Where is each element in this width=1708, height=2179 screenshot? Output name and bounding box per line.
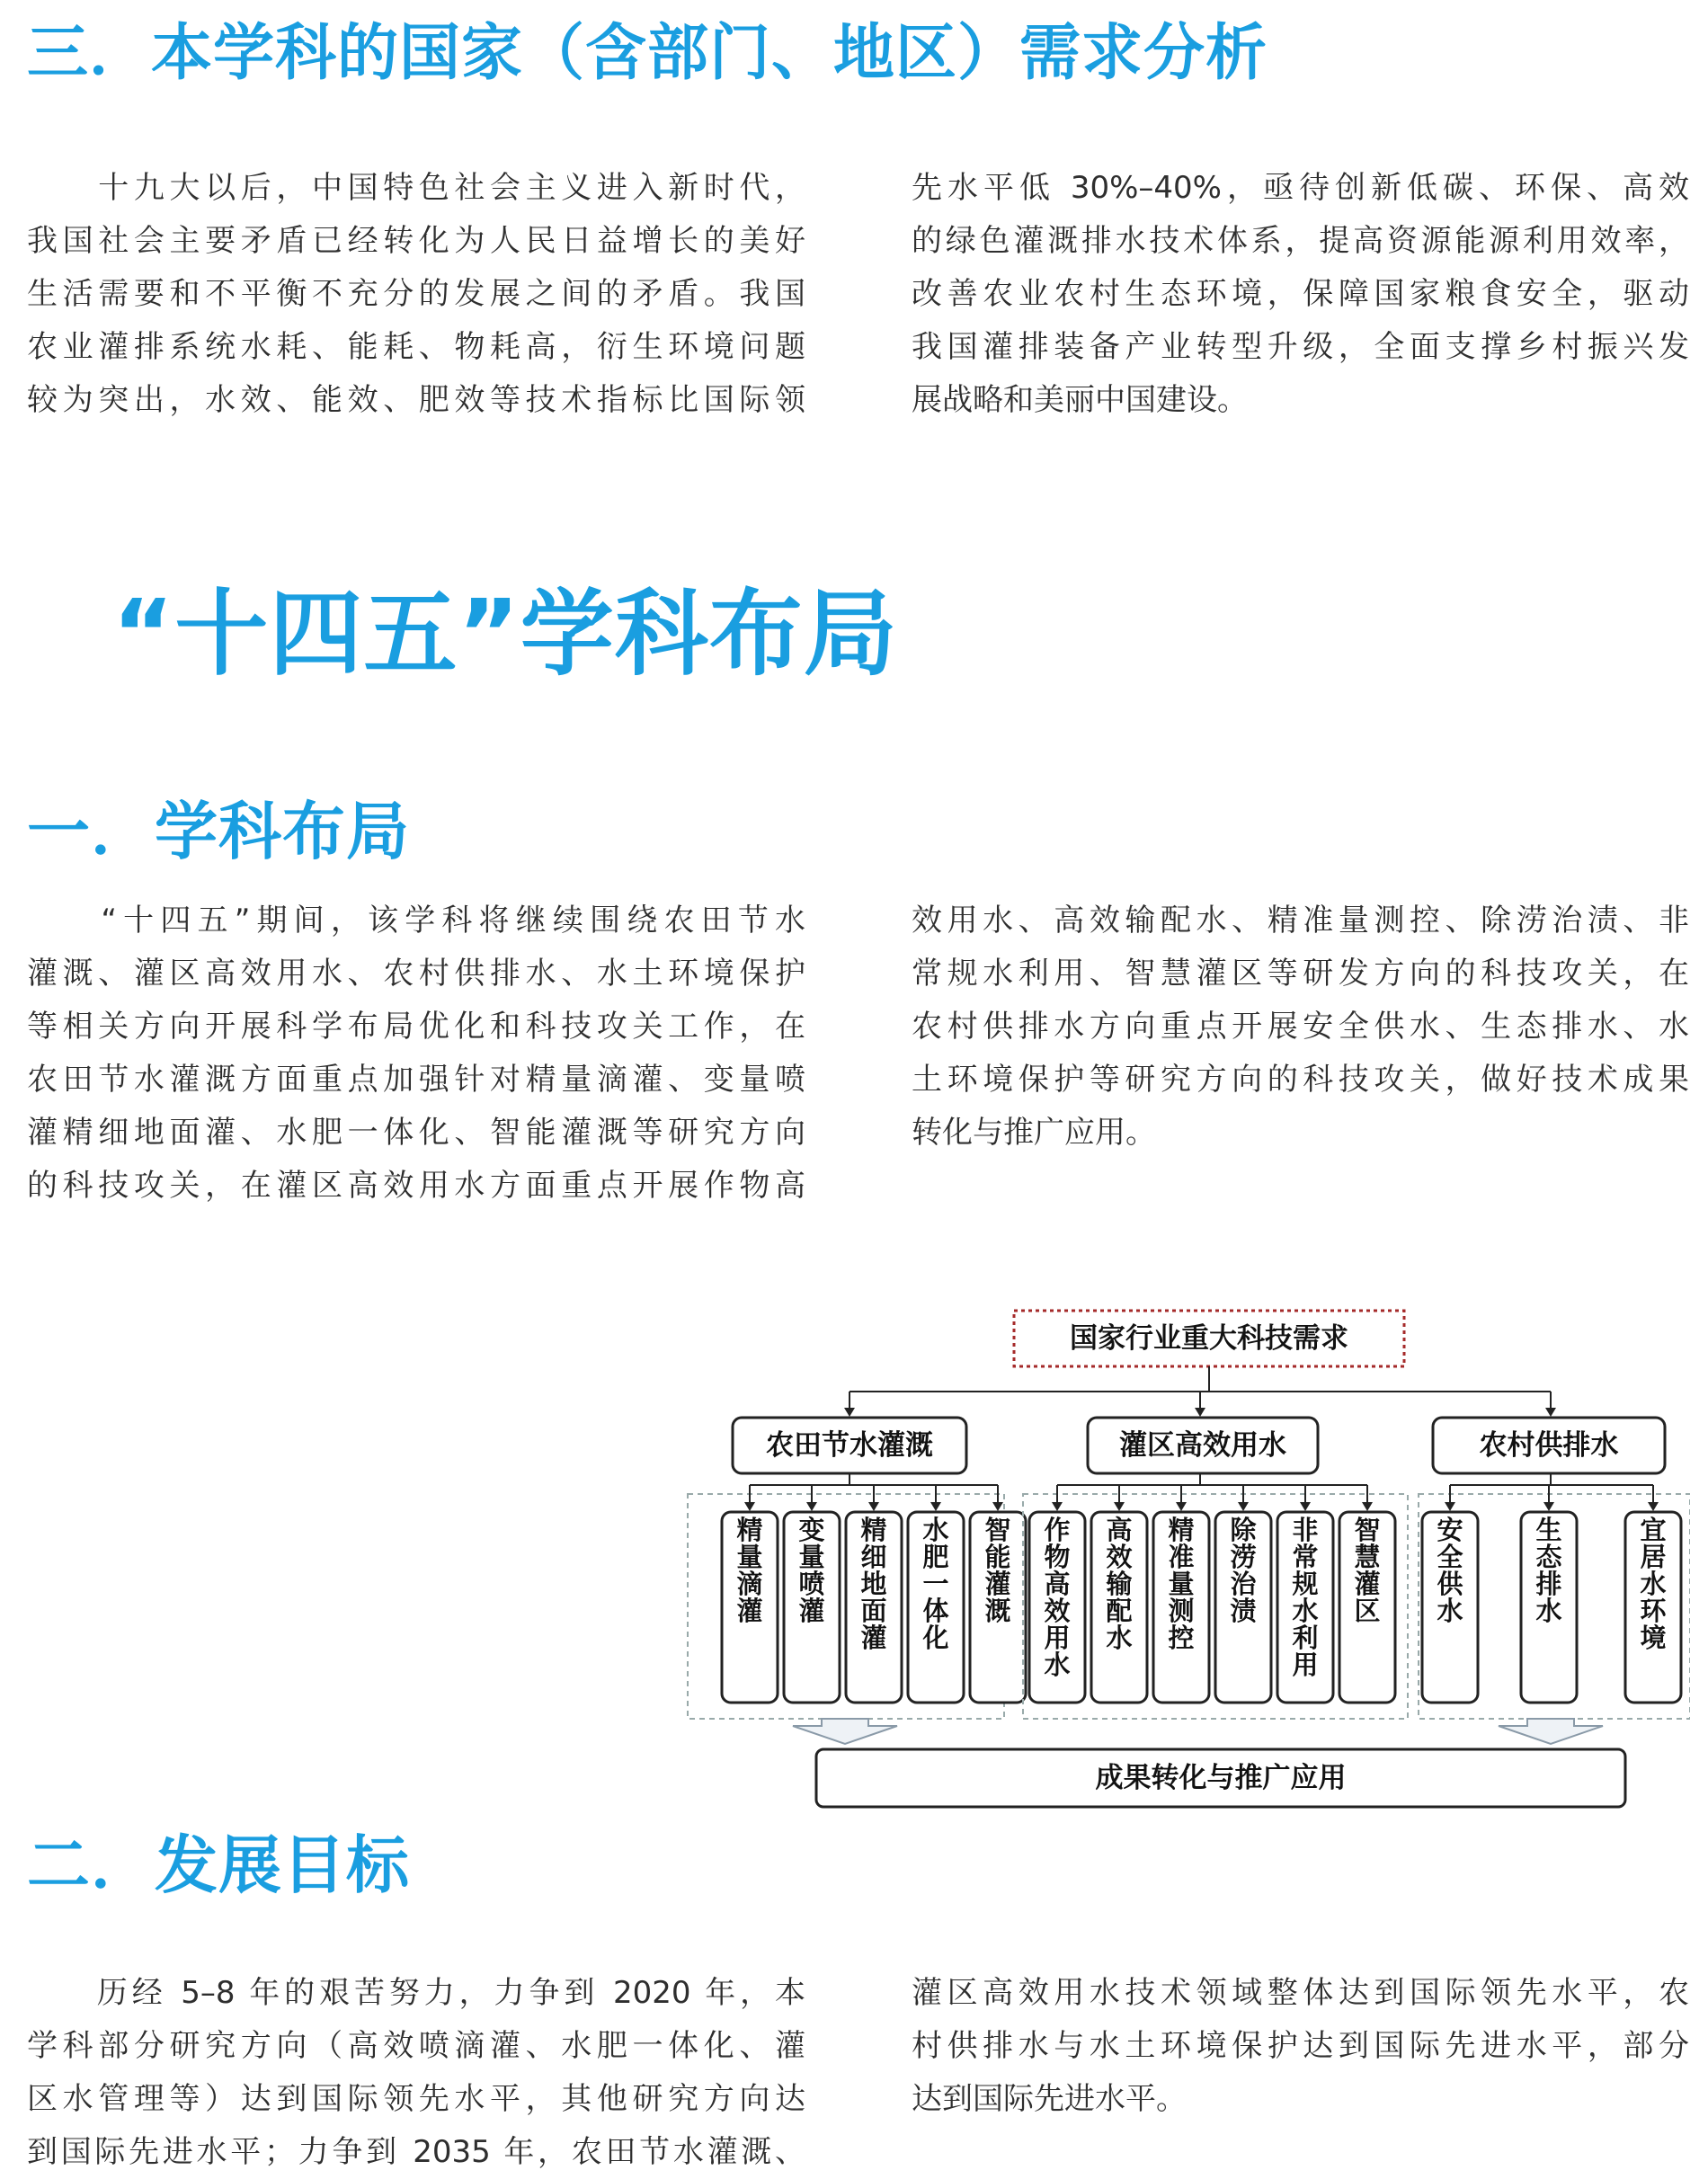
item-label: 精细地面灌	[860, 1515, 887, 1653]
item-label: 非常规水利用	[1292, 1515, 1319, 1680]
section1-left-paragraph	[27, 894, 805, 1213]
paragraph-line: 我国灌排装备产业转型升级，全面支撑乡村振兴发	[912, 329, 1689, 365]
paragraph-line: 常规水利用、智慧灌区等研发方向的科技攻关，在	[912, 956, 1689, 992]
arrow-head	[992, 1502, 1003, 1511]
paragraph-line: 灌精细地面灌、水肥一体化、智能灌溉等研究方向	[27, 1115, 805, 1151]
item-label: 生态排水	[1535, 1515, 1562, 1626]
arrow-head	[1648, 1502, 1659, 1511]
section2-left-paragraph	[27, 1967, 805, 2179]
arrow-head	[1052, 1502, 1063, 1511]
item-label: 水肥一体化	[922, 1515, 949, 1653]
paragraph-line: 的科技攻关，在灌区高效用水方面重点开展作物高	[27, 1168, 805, 1204]
paragraph-line: 较为突出，水效、能效、肥效等技术指标比国际领	[27, 382, 805, 418]
item-label: 智能灌溉	[984, 1515, 1011, 1626]
arrow-head	[1545, 1408, 1556, 1417]
paragraph-line: 农业灌排系统水耗、能耗、物耗高，衍生环境问题	[27, 329, 805, 365]
item-label: 精准量测控	[1168, 1515, 1195, 1653]
item-label: 除涝治渍	[1230, 1515, 1257, 1626]
paragraph-line: 村供排水与水土环境保护达到国际先进水平，部分	[912, 2028, 1689, 2064]
arrow-head	[1195, 1408, 1205, 1417]
paragraph-line: 转化与推广应用。	[912, 1115, 1156, 1151]
item-label: 智慧灌区	[1354, 1515, 1381, 1626]
section3-left-paragraph	[27, 162, 805, 427]
item-label: 精量滴灌	[736, 1515, 763, 1626]
group-label: 农田节水灌溉	[766, 1429, 933, 1462]
paragraph-line: 区水管理等）达到国际领先水平，其他研究方向达	[27, 2081, 805, 2117]
paragraph-line: 灌区高效用水技术领域整体达到国际领先水平，农	[912, 1975, 1689, 2011]
paragraph-line: 农田节水灌溉方面重点加强针对精量滴灌、变量喷	[27, 1062, 805, 1098]
paragraph-line: 改善农业农村生态环境，保障国家粮食安全，驱动	[912, 276, 1689, 312]
paragraph-line: 土环境保护等研究方向的科技攻关，做好技术成果	[912, 1062, 1689, 1098]
arrow-head	[806, 1502, 817, 1511]
arrow-head	[1445, 1502, 1455, 1511]
paragraph-line: 到国际先进水平；力争到 2035 年，农田节水灌溉、	[27, 2134, 805, 2170]
paragraph-line: 先水平低 30%–40%，亟待创新低碳、环保、高效	[912, 170, 1689, 206]
section1-right-paragraph	[912, 894, 1689, 1160]
paragraph-line: 我国社会主要矛盾已经转化为人民日益增长的美好	[27, 223, 805, 259]
item-label: 安全供水	[1437, 1515, 1463, 1626]
paragraph-line: 效用水、高效输配水、精准量测控、除涝治渍、非	[912, 903, 1689, 938]
item-label: 作物高效用水	[1044, 1515, 1071, 1680]
paragraph-line: 等相关方向开展科学布局优化和科技攻关工作，在	[27, 1009, 805, 1045]
section2-right-paragraph	[912, 1967, 1689, 2126]
item-label: 变量喷灌	[798, 1515, 825, 1626]
section3-right-paragraph	[912, 162, 1689, 427]
arrow-head	[1362, 1502, 1373, 1511]
arrow-head	[868, 1502, 879, 1511]
discipline-layout-diagram	[683, 1294, 1690, 1816]
group-label: 农村供排水	[1479, 1429, 1619, 1462]
hollow-arrow	[793, 1719, 897, 1744]
arrow-head	[1238, 1502, 1249, 1511]
arrow-head	[930, 1502, 941, 1511]
item-label: 宜居水环境	[1640, 1515, 1667, 1653]
group-label: 灌区高效用水	[1119, 1429, 1286, 1462]
arrow-head	[844, 1408, 855, 1417]
arrow-head	[744, 1502, 755, 1511]
section1-heading: 一．学科布局	[27, 795, 410, 868]
arrow-head	[1176, 1502, 1187, 1511]
paragraph-line: 灌溉、灌区高效用水、农村供排水、水土环境保护	[27, 956, 805, 992]
section2-heading: 二．发展目标	[27, 1828, 410, 1902]
arrow-head	[1543, 1502, 1554, 1511]
hollow-arrow	[1499, 1719, 1603, 1744]
paragraph-line: 学科部分研究方向（高效喷滴灌、水肥一体化、灌	[27, 2028, 805, 2064]
arrow-head	[1300, 1502, 1311, 1511]
main-heading: “十四五”学科布局	[112, 579, 898, 689]
arrow-head	[1114, 1502, 1125, 1511]
paragraph-line: 达到国际先进水平。	[912, 2081, 1187, 2117]
paragraph-line: 农村供排水方向重点开展安全供水、生态排水、水	[912, 1009, 1689, 1045]
paragraph-line: 历经 5–8 年的艰苦努力，力争到 2020 年，本	[27, 1975, 805, 2011]
paragraph-line: 展战略和美丽中国建设。	[912, 382, 1248, 418]
paragraph-line: 的绿色灌溉排水技术体系，提高资源能源利用效率，	[912, 223, 1689, 259]
top-demand-label: 国家行业重大科技需求	[1070, 1322, 1348, 1355]
section3-heading: 三．本学科的国家（含部门、地区）需求分析	[27, 18, 1268, 89]
item-label: 高效输配水	[1106, 1515, 1133, 1653]
paragraph-line: 十九大以后，中国特色社会主义进入新时代，	[27, 170, 805, 206]
paragraph-line: 生活需要和不平衡不充分的发展之间的矛盾。我国	[27, 276, 805, 312]
result-label: 成果转化与推广应用	[1095, 1762, 1347, 1794]
paragraph-line: “十四五”期间，该学科将继续围绕农田节水	[27, 903, 805, 938]
